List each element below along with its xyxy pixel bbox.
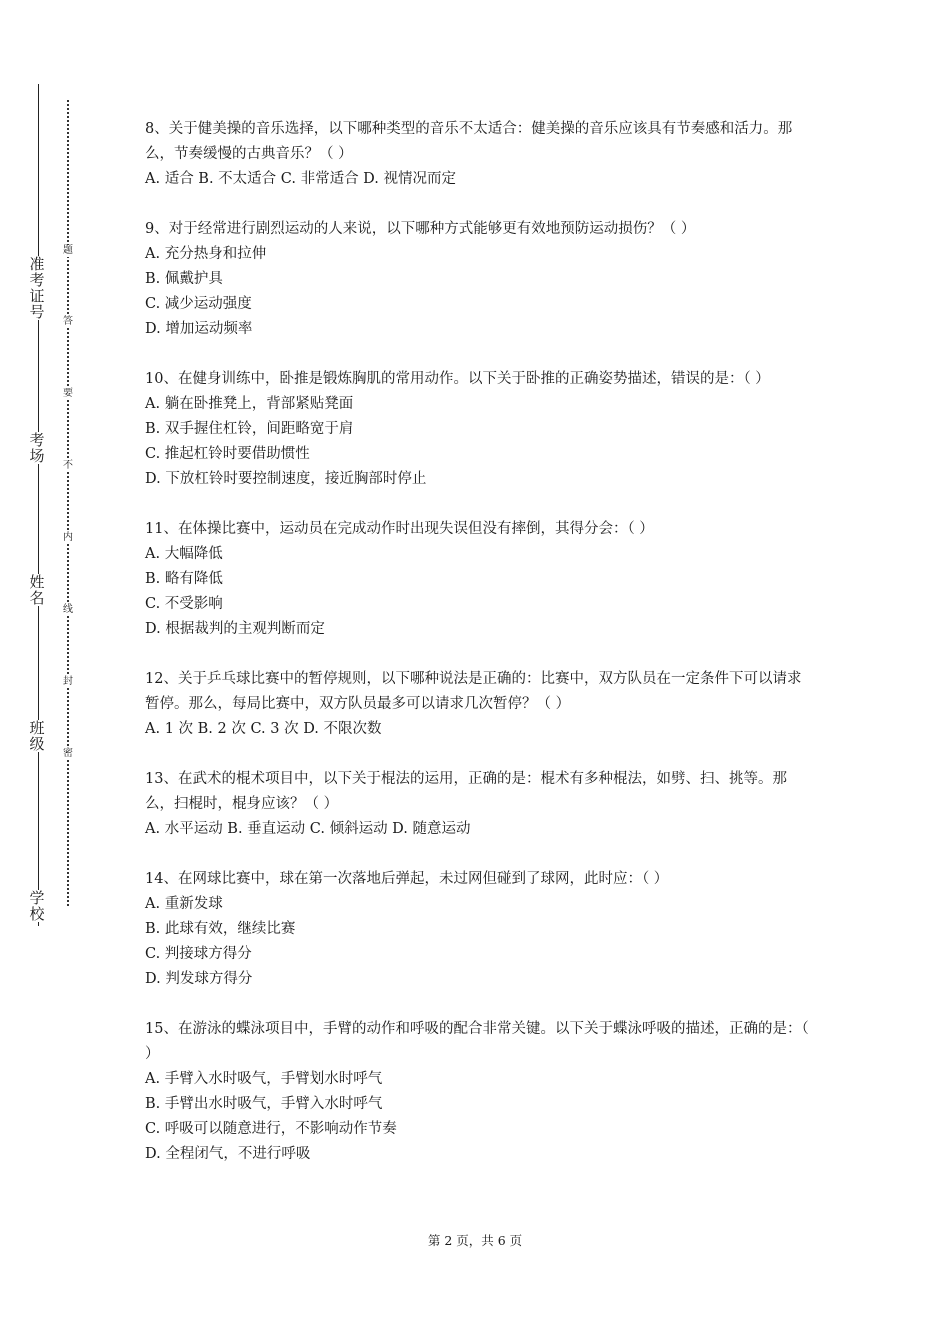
margin-label-exam-room (22, 432, 52, 464)
option-b: B. 略有降低 (145, 571, 223, 587)
seal-char: 要 (60, 388, 76, 400)
margin-label-name (22, 574, 52, 606)
option-c: C. 减少运动强度 (145, 296, 252, 312)
question-stem: 8、关于健美操的音乐选择，以下哪种类型的音乐不太适合：健美操的音乐应该具有节奏感和活力。那么，节奏缓慢的古典音乐？（ ） (145, 121, 793, 162)
option-b: B. 佩戴护具 (145, 271, 223, 287)
margin-label-text: 姓 名 (29, 573, 45, 607)
question-options: A. 适合 B. 不太适合 C. 非常适合 D. 视情况而定 (145, 171, 457, 187)
margin-label-class (22, 720, 52, 752)
question-14 (145, 867, 815, 992)
margin-label-text: 学 校 (29, 889, 45, 923)
option-d: D. 根据裁判的主观判断而定 (145, 621, 325, 637)
question-10 (145, 367, 815, 492)
margin-label-text: 准 考 证 号 (29, 255, 45, 321)
option-c: C. 推起杠铃时要借助惯性 (145, 446, 310, 462)
option-d: D. 全程闭气，不进行呼吸 (145, 1146, 311, 1162)
option-d: D. 增加运动频率 (145, 321, 253, 337)
option-a: A. 重新发球 (145, 896, 223, 912)
question-13 (145, 767, 815, 842)
option-c: C. 判接球方得分 (145, 946, 252, 962)
question-stem: 15、在游泳的蝶泳项目中，手臂的动作和呼吸的配合非常关键。以下关于蝶泳呼吸的描述，正确的是：（ ） (145, 1021, 809, 1062)
margin-label-school (22, 890, 52, 922)
option-b: B. 手臂出水时吸气，手臂入水时呼气 (145, 1096, 383, 1112)
question-options: A. 水平运动 B. 垂直运动 C. 倾斜运动 D. 随意运动 (145, 821, 471, 837)
option-d: D. 下放杠铃时要控制速度，接近胸部时停止 (145, 471, 427, 487)
option-a: A. 大幅降低 (145, 546, 223, 562)
page-number: 第 2 页，共 6 页 (427, 1233, 523, 1248)
question-12 (145, 667, 815, 742)
margin-label-exam-number (22, 256, 52, 320)
seal-char: 不 (60, 460, 76, 472)
option-a: A. 手臂入水时吸气，手臂划水时呼气 (145, 1071, 383, 1087)
margin-label-text: 班 级 (29, 719, 45, 753)
option-b: B. 双手握住杠铃，间距略宽于肩 (145, 421, 354, 437)
option-b: B. 此球有效，继续比赛 (145, 921, 296, 937)
question-stem: 13、在武术的棍术项目中，以下关于棍法的运用，正确的是：棍术有多种棍法，如劈、扫、挑等。那么，扫棍时，棍身应该？（ ） (145, 771, 787, 812)
seal-char: 题 (60, 245, 76, 257)
option-c: C. 呼吸可以随意进行，不影响动作节奏 (145, 1121, 397, 1137)
question-stem: 12、关于乒乓球比赛中的暂停规则，以下哪种说法是正确的：比赛中，双方队员在一定条件下可以请求暂停。那么，每局比赛中，双方队员最多可以请求几次暂停？（ ） (145, 671, 802, 712)
question-list (145, 117, 815, 1192)
margin-label-text: 考 场 (29, 431, 45, 465)
question-9 (145, 217, 815, 342)
seal-char: 内 (60, 532, 76, 544)
question-options: A. 1 次 B. 2 次 C. 3 次 D. 不限次数 (145, 721, 382, 737)
option-d: D. 判发球方得分 (145, 971, 253, 987)
question-stem: 14、在网球比赛中，球在第一次落地后弹起，未过网但碰到了球网，此时应：（ ） (145, 871, 669, 887)
question-stem: 11、在体操比赛中，运动员在完成动作时出现失误但没有摔倒，其得分会：（ ） (145, 521, 654, 537)
question-15 (145, 1017, 815, 1167)
seal-char: 密 (60, 748, 76, 760)
option-c: C. 不受影响 (145, 596, 223, 612)
question-stem: 10、在健身训练中，卧推是锻炼胸肌的常用动作。以下关于卧推的正确姿势描述，错误的是：（ ） (145, 371, 770, 387)
seal-char: 线 (60, 604, 76, 616)
seal-dotted-line (67, 100, 69, 906)
option-a: A. 充分热身和拉伸 (145, 246, 267, 262)
seal-char: 答 (60, 316, 76, 328)
binding-margin-line (38, 84, 39, 926)
question-11 (145, 517, 815, 642)
option-a: A. 躺在卧推凳上，背部紧贴凳面 (145, 396, 354, 412)
seal-char: 封 (60, 676, 76, 688)
question-8 (145, 117, 815, 192)
question-stem: 9、对于经常进行剧烈运动的人来说，以下哪种方式能够更有效地预防运动损伤？（ ） (145, 221, 696, 237)
